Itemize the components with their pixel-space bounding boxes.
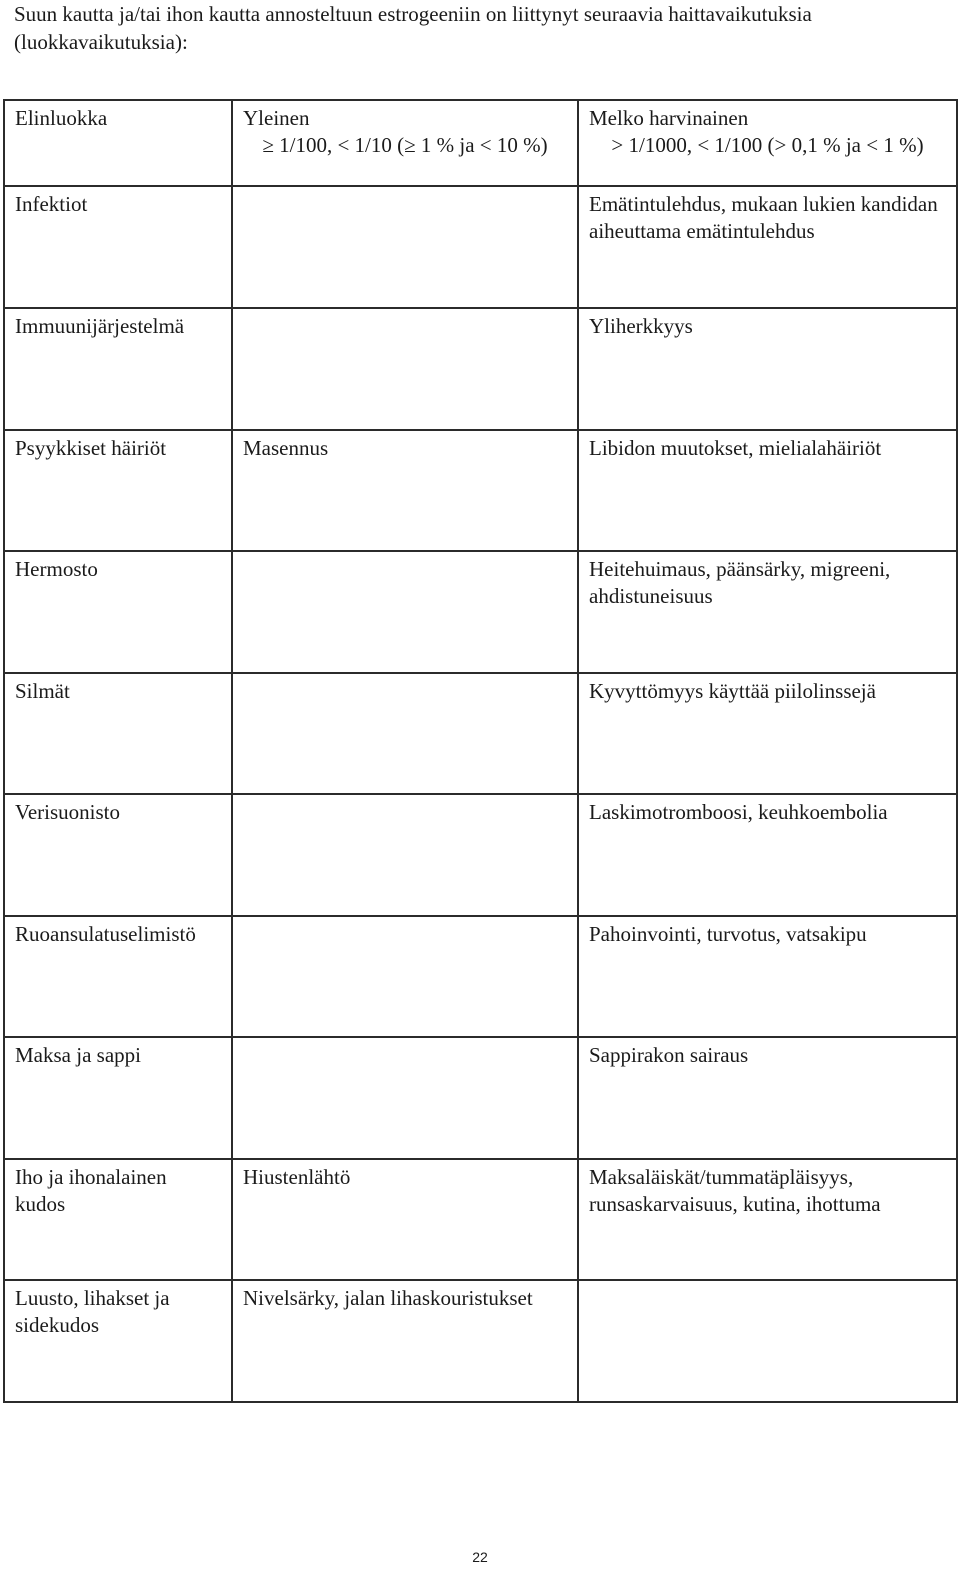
uncommon-cell: Emätintulehdus, mukaan lukien kandidan aiheuttama emätintulehdus	[578, 186, 957, 308]
table-row	[4, 430, 957, 551]
header-uncommon-label: Melko harvinainen	[589, 106, 749, 130]
common-cell: Nivelsärky, jalan lihaskouristukset	[232, 1280, 578, 1402]
table-row	[4, 1159, 957, 1280]
organ-class-cell: Maksa ja sappi	[4, 1037, 232, 1159]
organ-class-cell: Psyykkiset häiriöt	[4, 430, 232, 551]
common-cell	[232, 308, 578, 430]
table-row	[4, 308, 957, 430]
uncommon-cell: Maksaläiskät/tummatäpläisyys, runsaskarvaisuus, kutina, ihottuma	[578, 1159, 957, 1280]
header-uncommon-frequency: > 1/1000, < 1/100 (> 0,1 % ja < 1 %)	[611, 133, 924, 157]
uncommon-cell: Yliherkkyys	[578, 308, 957, 430]
table-header-row	[4, 100, 957, 186]
organ-class-cell: Infektiot	[4, 186, 232, 308]
table-row	[4, 916, 957, 1037]
organ-class-cell: Iho ja ihonalainen kudos	[4, 1159, 232, 1280]
table-row	[4, 186, 957, 308]
common-cell	[232, 673, 578, 794]
common-cell: Masennus	[232, 430, 578, 551]
uncommon-cell: Laskimotromboosi, keuhkoembolia	[578, 794, 957, 916]
uncommon-cell: Libidon muutokset, mielialahäiriöt	[578, 430, 957, 551]
intro-text: Suun kautta ja/tai ihon kautta annosteltuun estrogeeniin on liittynyt seuraavia haittavaikutuksia (luokkavaikutuksia):	[14, 2, 812, 54]
header-organ-class	[4, 100, 232, 186]
uncommon-cell: Kyvyttömyys käyttää piilolinssejä	[578, 673, 957, 794]
common-cell	[232, 551, 578, 673]
table-row	[4, 1280, 957, 1402]
table-row	[4, 794, 957, 916]
common-cell	[232, 1037, 578, 1159]
organ-class-cell: Luusto, lihakset ja sidekudos	[4, 1280, 232, 1402]
uncommon-cell: Sappirakon sairaus	[578, 1037, 957, 1159]
header-common-label: Yleinen	[243, 106, 310, 130]
common-cell	[232, 186, 578, 308]
common-cell: Hiustenlähtö	[232, 1159, 578, 1280]
table-row	[4, 673, 957, 794]
table-row	[4, 551, 957, 673]
common-cell	[232, 794, 578, 916]
organ-class-cell: Immuunijärjestelmä	[4, 308, 232, 430]
header-common-frequency: ≥ 1/100, < 1/10 (≥ 1 % ja < 10 %)	[262, 133, 548, 157]
header-uncommon	[578, 100, 957, 186]
uncommon-cell	[578, 1280, 957, 1402]
header-organ-class-label: Elinluokka	[15, 106, 108, 130]
uncommon-cell: Heitehuimaus, päänsärky, migreeni, ahdistuneisuus	[578, 551, 957, 673]
organ-class-cell: Ruoansulatuselimistö	[4, 916, 232, 1037]
table-row	[4, 1037, 957, 1159]
organ-class-cell: Hermosto	[4, 551, 232, 673]
organ-class-cell: Silmät	[4, 673, 232, 794]
header-common	[232, 100, 578, 186]
adverse-effects-table	[3, 99, 958, 1403]
organ-class-cell: Verisuonisto	[4, 794, 232, 916]
uncommon-cell: Pahoinvointi, turvotus, vatsakipu	[578, 916, 957, 1037]
page-number: 22	[472, 1549, 488, 1565]
common-cell	[232, 916, 578, 1037]
